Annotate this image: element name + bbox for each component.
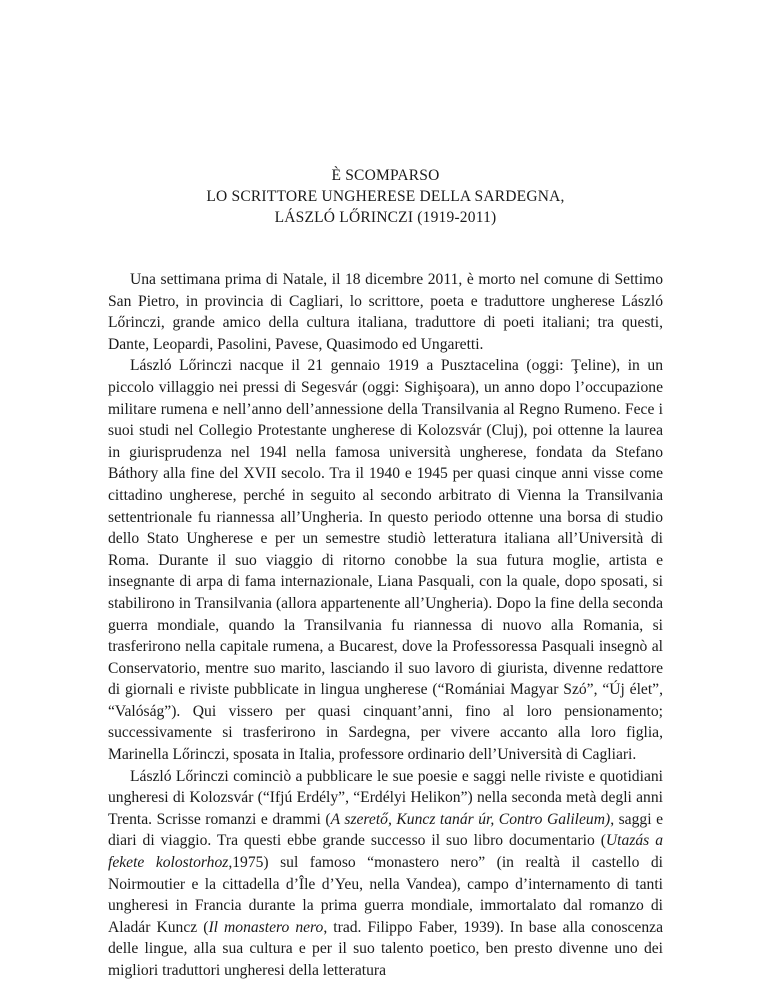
title-line-1: È SCOMPARSO (331, 167, 440, 184)
paragraph-3-text-d: , trad. Filippo Faber, 1939). In base alla conoscenza delle lingue, alla sua cultura e per il suo talento poetico, ben presto divenne uno dei migliori traduttori ungheresi della letteratura (108, 918, 663, 979)
paragraph-1: Una settimana prima di Natale, il 18 dicembre 2011, è morto nel comune di Settimo San Pietro, in provincia di Cagliari, lo scrittore, poeta e traduttore ungherese László Lőrinczi, grande amico della cultura italiana, traduttore di poeti italiani; tra questi, Dante, Leopardi, Pasolini, Pavese, Quasimodo ed Ungaretti. (108, 271, 663, 353)
paragraph-3-italic-novel: Il monastero nero (208, 918, 324, 936)
paragraph-2: László Lőrinczi nacque il 21 gennaio 1919 a Pusztacelina (oggi: Ţeline), in un piccolo villaggio nei pressi di Segesvár (oggi: Sighişoara), un anno dopo l’occupazione militare rumena e nell’anno dell’annessione della Transilvania al Regno Rumeno. Fece i suoi studi nel Collegio Protestante ungherese di Kolozsvár (Cluj), poi ottenne la laurea in giurisprudenza nel 194l nella famosa università ungherese, fondata da Stefano Báthory alla fine del XVII secolo. Tra il 1940 e 1945 per quasi cinque anni visse come cittadino ungherese, perché in seguito al secondo arbitrato di Vienna la Transilvania settentrionale fu riannessa all’Ungheria. In questo periodo ottenne una borsa di studio dello Stato Ungherese e per un semestre studiò letteratura italiana all’Università di Roma. Durante il suo viaggio di ritorno conobbe la sua futura moglie, artista e insegnante di arpa di fama internazionale, Liana Pasquali, con la quale, dopo sposati, si stabilirono in Transilvania (allora appartenente all’Ungheria). Dopo la fine della seconda guerra mondiale, quando la Transilvania fu riannessa di nuovo alla Romania, si trasferirono nella capitale rumena, a Bucarest, dove la Professoressa Pasquali insegnò al Conservatorio, mentre suo marito, lasciando il suo lavoro di giurista, divenne redattore di giornali e riviste pubblicate in lingua ungherese (“Romániai Magyar Szó”, “Új élet”, “Valóság”). Qui vissero per quasi cinquant’anni, fino al loro pensionamento; successivamente si trasferirono in Sardegna, per vivere accanto alla loro figlia, Marinella Lőrinczi, sposata in Italia, professore ordinario dell’Università di Cagliari. (108, 357, 663, 764)
paragraph-3-text-c: 1975) sul famoso “monastero nero” (in realtà il castello di Noirmoutier e la cittadella d’Île d’Yeu, nella Vandea), campo d’internamento di tanti ungheresi in Francia durante la prima guerra mondiale, immortalato dal romanzo di Aladár Kuncz ( (108, 854, 663, 936)
paragraph-3-italic-book: Utazás a fekete kolostorhoz, (108, 832, 663, 872)
paragraph-3 (108, 766, 663, 982)
paragraph-3-italic-titles: A szerető, Kuncz tanár úr, Contro Galileum) (330, 810, 611, 828)
paragraph-3-text-b: , saggi e diari di viaggio. Tra questi ebbe grande successo il suo libro documentario ( (108, 810, 663, 850)
paragraph-3-text-a: László Lőrinczi cominciò a pubblicare le sue poesie e saggi nelle riviste e quotidiani ungheresi di Kolozsvár (“Ifjú Erdély”, “Erdélyi Helikon”) nella seconda metà degli anni Trenta. Scrisse romanzi e drammi ( (108, 767, 663, 828)
article-title (108, 165, 663, 228)
page (108, 165, 663, 982)
title-line-2: LO SCRITTORE UNGHERESE DELLA SARDEGNA, (206, 188, 565, 205)
title-line-3: LÁSZLÓ LŐRINCZI (1919-2011) (274, 209, 497, 226)
article-body (108, 269, 663, 982)
